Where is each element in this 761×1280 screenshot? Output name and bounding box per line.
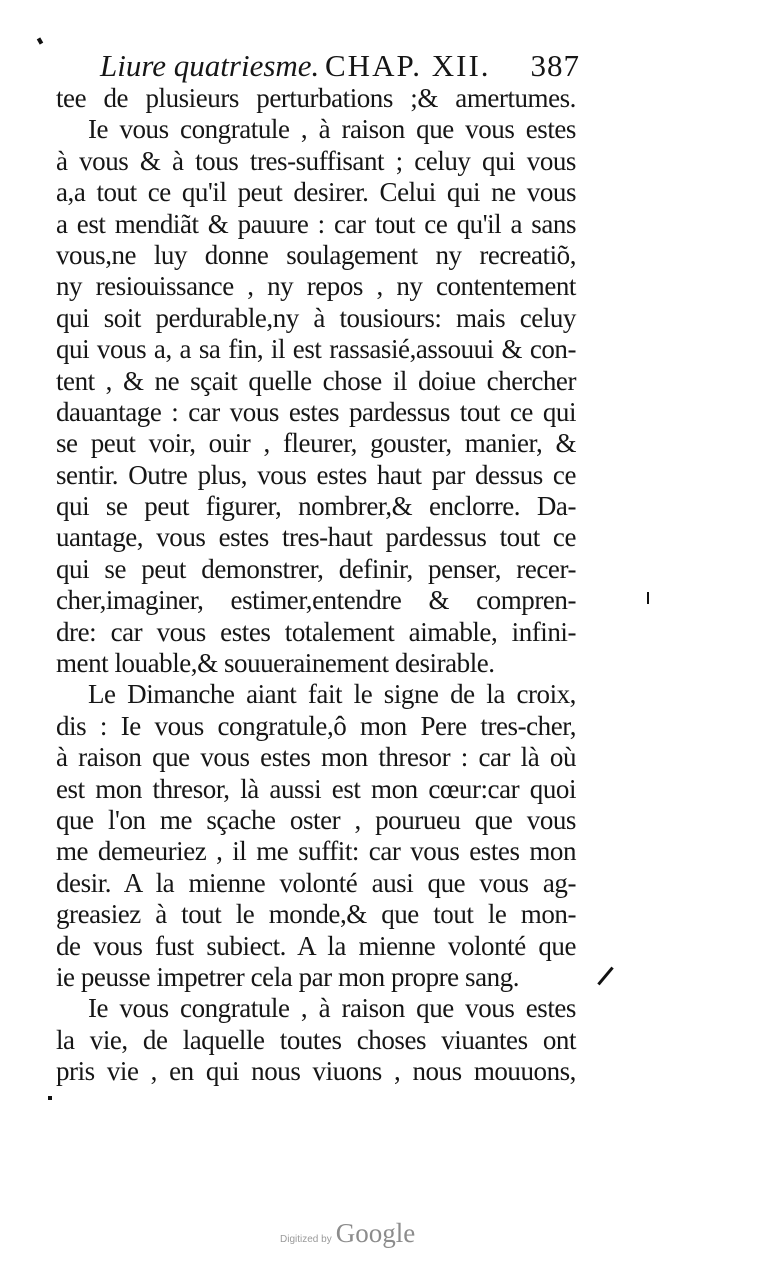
text-line: uantage, vous estes tres-haut pardessus tout ce [56, 522, 576, 553]
ink-speck [48, 1096, 52, 1100]
ink-speck [597, 967, 613, 986]
text-line: me demeuriez , il me suffit: car vous estes mon [56, 836, 576, 867]
text-line: qui se peut figurer, nombrer,& enclorre. Da- [56, 491, 576, 522]
text-line: pris vie , en qui nous viuons , nous mouuons, [56, 1056, 576, 1087]
text-line: est mon thresor, là aussi est mon cœur:car quoi [56, 773, 576, 804]
ink-speck [37, 37, 43, 44]
ink-speck [647, 592, 649, 604]
text-line: vous,ne luy donne soulagement ny recreatiõ, [56, 239, 576, 270]
text-line: greasiez à tout le monde,& que tout le mon- [56, 899, 576, 930]
google-wordmark: Google [335, 1218, 416, 1248]
text-line: a est mendiãt & pauure : car tout ce qu'il a sans [56, 208, 576, 239]
chapter-heading: CHAP. XII. [325, 48, 491, 83]
text-line: Le Dimanche aiant fait le signe de la croix, [88, 679, 576, 710]
text-line: ie peusse impetrer cela par mon propre sang. [56, 961, 520, 992]
text-line: tee de plusieurs perturbations ;& amertumes. [56, 83, 576, 113]
page-header [100, 46, 580, 86]
digitization-credit [280, 1218, 415, 1248]
text-line: dauantage : car vous estes pardessus tout ce qui [56, 396, 576, 427]
text-line: qui se peut demonstrer, definir, penser, recer- [56, 553, 576, 584]
text-line: tent , & ne sçait quelle chose il doiue chercher [56, 365, 576, 396]
text-line: dre: car vous estes totalement aimable, infini- [56, 616, 576, 647]
text-line: qui vous a, a sa fin, il est rassasié,assouui & con- [56, 334, 576, 365]
digitized-by-label: Digitized by [280, 1234, 332, 1245]
text-line: que l'on me sçache oster , pourueu que vous [56, 804, 576, 835]
text-line: a,a tout ce qu'il peut desirer. Celui qui ne vous [56, 177, 576, 208]
body-text [56, 83, 576, 1088]
running-title: Liure quatriesme. [100, 48, 320, 83]
text-line: Ie vous congratule , à raison que vous estes [88, 114, 576, 145]
text-line: desir. A la mienne volonté ausi que vous ag- [56, 867, 576, 898]
text-line: ment louable,& souuerainement desirable. [56, 648, 495, 679]
text-line: à raison que vous estes mon thresor : car là où [56, 742, 576, 773]
text-line: ny resiouissance , ny repos , ny contentement [56, 271, 576, 302]
text-line: de vous fust subiect. A la mienne volonté que [56, 930, 576, 961]
page-number: 387 [530, 48, 580, 83]
text-line: dis : Ie vous congratule,ô mon Pere tres-cher, [56, 710, 576, 741]
text-line: sentir. Outre plus, vous estes haut par dessus ce [56, 459, 576, 490]
text-line: cher,imaginer, estimer,entendre & compren- [56, 585, 576, 616]
text-line: la vie, de laquelle toutes choses viuantes ont [56, 1024, 576, 1055]
text-line: Ie vous congratule , à raison que vous estes [88, 993, 576, 1024]
text-line: à vous & à tous tres-suffisant ; celuy qui vous [56, 145, 576, 176]
text-line: qui soit perdurable,ny à tousiours: mais celuy [56, 302, 576, 333]
text-line: se peut voir, ouir , fleurer, gouster, manier, & [56, 428, 576, 459]
